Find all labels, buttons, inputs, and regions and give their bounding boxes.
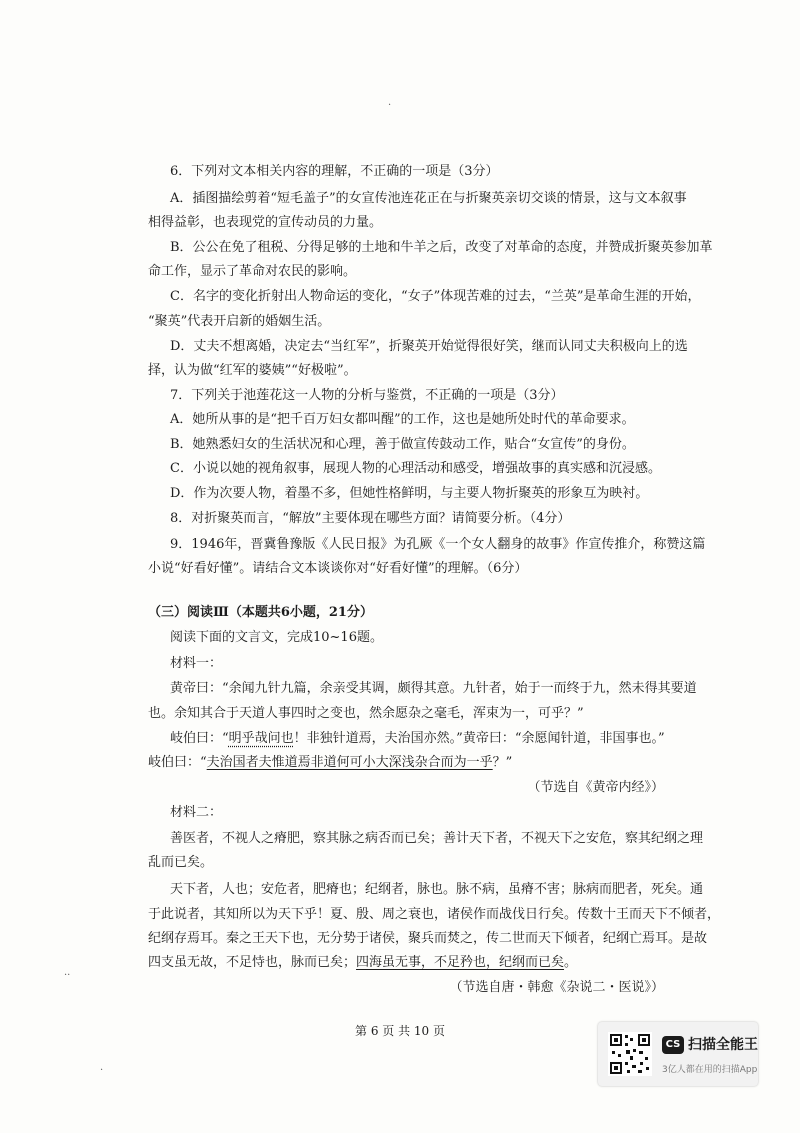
scan-speck: ·: [388, 100, 392, 111]
text-span: ！非独针道焉，夫治国亦然。”黄帝曰：“余愿闻针道，非国事也。”: [293, 731, 665, 746]
q6-option-a-line1: A．插图描绘剪着“短毛盖子”的女宣传池连花正在与折聚英亲切交谈的情景，这与文本叙事: [170, 191, 687, 206]
scanner-tagline: 3亿人都在用的扫描App: [662, 1065, 758, 1075]
material-2-line5: 纪纲存焉耳。秦之王天下也，无分势于诸侯，聚兵而焚之，传二世而天下倾者，纪纲亡焉耳。是故: [148, 931, 708, 946]
q7-option-a: A．她所从事的是“把千百万妇女都叫醒”的工作，这也是她所处时代的革命要求。: [170, 412, 635, 427]
q6-option-c-line2: “聚英”代表开启新的婚姻生活。: [148, 314, 331, 329]
q9-line1: 9．1946年，晋冀鲁豫版《人民日报》为孔厥《一个女人翻身的故事》作宣传推介，称赞这篇: [170, 537, 706, 552]
scanner-logo-icon: CS: [662, 1036, 684, 1054]
q7-stem: 7．下列关于池莲花这一人物的分析与鉴赏，不正确的一项是（3分）: [170, 388, 564, 403]
q6-option-d-line2: 择，认为做“红军的婆姨”“好极啦”。: [148, 363, 357, 378]
q6-option-b-line2: 命工作，显示了革命对农民的影响。: [148, 264, 357, 279]
text-span: 。: [564, 955, 578, 970]
material-2-line4: 于此说者，其知所以为天下乎！夏、殷、周之衰也，诸侯作而战伐日行矣。传数十王而天下不倾者，: [148, 907, 721, 922]
q6-option-a-line2: 相得益彰，也表现党的宣传动员的力量。: [148, 215, 383, 230]
section-title: （三）阅读Ⅲ（本题共6小题，21分）: [148, 605, 373, 620]
material-2-line6: [148, 953, 668, 973]
underlined-passage: 四海虽无事，不足矜也，纪纲而已矣: [356, 955, 565, 970]
text-span: 岐伯曰：“: [148, 755, 207, 770]
material-1-line2: 也。余知其合于天道人事四时之变也，然余愿杂之毫毛，浑束为一，可乎？”: [148, 706, 584, 721]
material-1-label: 材料一：: [170, 656, 223, 671]
page-footer: 第 6 页 共 10 页: [355, 1024, 445, 1038]
q6-option-b-line1: B．公公在免了租税、分得足够的土地和牛羊之后，改变了对革命的态度，并赞成折聚英参加革: [170, 240, 713, 255]
material-2-source: （节选自唐・韩愈《杂说二・医说》）: [449, 980, 664, 995]
material-1-line1: 黄帝曰：“余闻九针九篇，余亲受其调，颇得其意。九针者，始于一而终于九，然未得其要道: [170, 681, 697, 696]
scan-speck: ·: [100, 1065, 104, 1076]
material-2-label: 材料二：: [170, 805, 223, 820]
section-intro: 阅读下面的文言文，完成10~16题。: [170, 630, 383, 645]
scan-speck: ··: [64, 970, 71, 981]
q8-stem: 8．对折聚英而言，“解放”主要体现在哪些方面？请简要分析。（4分）: [170, 511, 571, 526]
material-2-line2: 乱而已矣。: [148, 855, 214, 870]
material-1-line4: [148, 753, 668, 773]
q7-option-c: C．小说以她的视角叙事，展现人物的心理活动和感受，增强故事的真实感和沉浸感。: [170, 461, 661, 476]
material-1-source: （节选自《黄帝内经》）: [527, 780, 664, 795]
text-span: 岐伯曰：“: [170, 731, 229, 746]
material-2-line3: 天下者，人也；安危者，肥瘠也；纪纲者，脉也。脉不病，虽瘠不害；脉病而肥者，死矣。通: [170, 882, 704, 897]
underlined-passage: 夫治国者夫惟道焉非道何可小大深浅杂合而为一乎: [206, 755, 493, 770]
text-span: ？”: [492, 755, 513, 770]
q9-line2: 小说“好看好懂”。请结合文本谈谈你对“好看好懂”的理解。（6分）: [148, 561, 528, 576]
dotted-phrase: 明乎哉问也: [228, 731, 294, 746]
qr-code-icon: [608, 1032, 652, 1076]
q7-option-d: D．作为次要人物，着墨不多，但她性格鲜明，与主要人物折聚英的形象互为映衬。: [170, 486, 649, 501]
scanner-watermark: [598, 1022, 758, 1086]
material-1-line3: [170, 729, 668, 749]
q6-stem: 6．下列对文本相关内容的理解，不正确的一项是（3分）: [170, 164, 499, 179]
q6-option-c-line1: C．名字的变化折射出人物命运的变化，“女子”体现苦难的过去，“兰英”是革命生涯的开始，: [170, 289, 701, 304]
q6-option-d-line1: D．丈夫不想离婚，决定去“当红军”，折聚英开始觉得很好笑，继而认同丈夫积极向上的选: [170, 339, 688, 354]
q7-option-b: B．她熟悉妇女的生活状况和心理，善于做宣传鼓动工作，贴合“女宣传”的身份。: [170, 437, 635, 452]
text-span: 四支虽无故，不足恃也，脉而已矣；: [148, 955, 357, 970]
material-2-line1: 善医者，不视人之瘠肥，察其脉之病否而已矣；善计天下者，不视天下之安危，察其纪纲之理: [170, 831, 704, 846]
scanner-app-name: 扫描全能王: [688, 1037, 758, 1053]
